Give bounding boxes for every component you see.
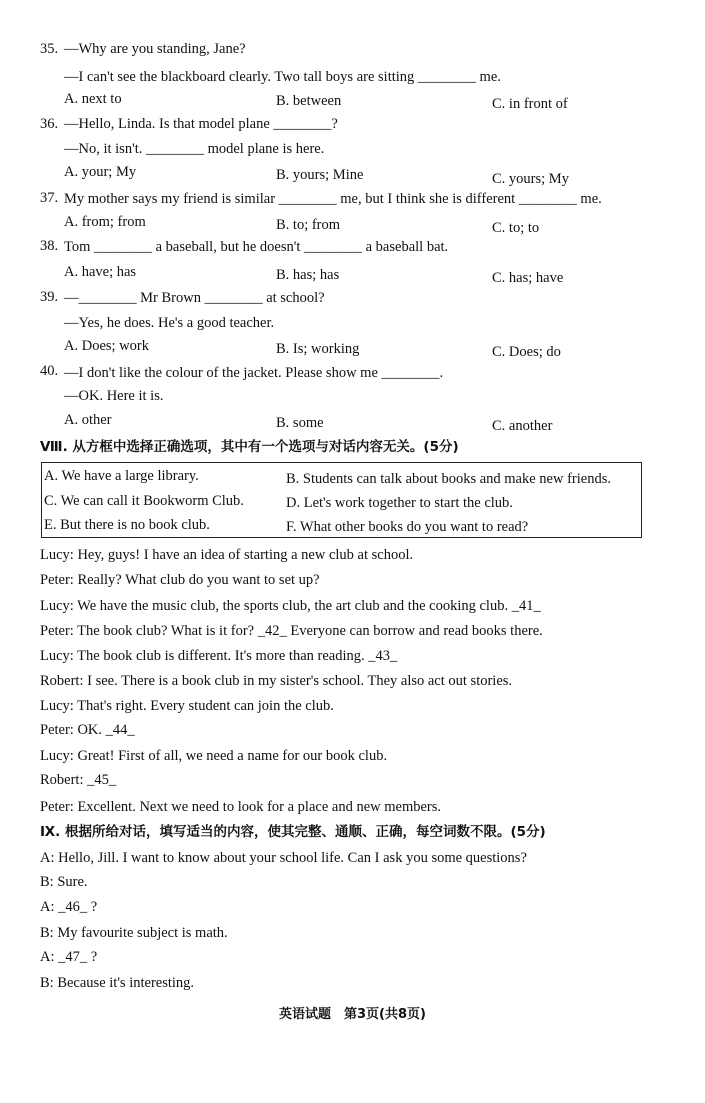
dialogue-line: Lucy: Great! First of all, we need a name for our book club. bbox=[40, 748, 388, 764]
question-line: —Yes, he does. He's a good teacher. bbox=[64, 315, 275, 331]
dialogue-line: B: My favourite subject is math. bbox=[40, 925, 228, 941]
option-b: B. has; has bbox=[276, 267, 340, 283]
question-number: 37. bbox=[40, 190, 59, 206]
question-number: 39. bbox=[40, 289, 59, 305]
option-b: B. yours; Mine bbox=[276, 167, 364, 183]
option-a: A. Does; work bbox=[64, 338, 149, 354]
question-number: 40. bbox=[40, 363, 59, 379]
question-line: Tom ________ a baseball, but he doesn't ________ a baseball bat. bbox=[64, 239, 449, 255]
dialogue-line: Robert: _45_ bbox=[40, 772, 117, 788]
question-number: 38. bbox=[40, 238, 59, 254]
option-a: A. from; from bbox=[64, 214, 146, 230]
dialogue-line: A: _47_ ? bbox=[40, 949, 98, 965]
question-number: 35. bbox=[40, 41, 59, 57]
option-a: A. other bbox=[64, 412, 112, 428]
dialogue-line: B: Sure. bbox=[40, 874, 88, 890]
option-c: C. Does; do bbox=[492, 344, 561, 360]
dialogue-line: Robert: I see. There is a book club in my sister's school. They also act out stories. bbox=[40, 673, 513, 689]
box-option: E. But there is no book club. bbox=[44, 517, 210, 533]
dialogue-line: Peter: The book club? What is it for? _42_ Everyone can borrow and read books there. bbox=[40, 623, 543, 639]
option-c: C. another bbox=[492, 418, 553, 434]
option-a: A. your; My bbox=[64, 164, 137, 180]
question-line: —No, it isn't. ________ model plane is here. bbox=[64, 141, 325, 157]
box-option: D. Let's work together to start the club. bbox=[286, 495, 513, 511]
question-line: —________ Mr Brown ________ at school? bbox=[64, 290, 325, 306]
dialogue-line: Lucy: Hey, guys! I have an idea of starting a new club at school. bbox=[40, 547, 414, 563]
option-c: C. yours; My bbox=[492, 171, 569, 187]
option-b: B. some bbox=[276, 415, 324, 431]
dialogue-line: Lucy: The book club is different. It's more than reading. _43_ bbox=[40, 648, 398, 664]
question-number: 36. bbox=[40, 116, 59, 132]
page-footer: 英语试题 第3页(共8页) bbox=[279, 1007, 426, 1022]
dialogue-line: Lucy: That's right. Every student can join the club. bbox=[40, 698, 334, 714]
box-option: B. Students can talk about books and make new friends. bbox=[286, 471, 611, 487]
dialogue-line: A: _46_ ? bbox=[40, 899, 98, 915]
box-option: F. What other books do you want to read? bbox=[286, 519, 529, 535]
dialogue-line: Peter: OK. _44_ bbox=[40, 722, 135, 738]
section-heading: Ⅷ. 从方框中选择正确选项，其中有一个选项与对话内容无关。(5分) bbox=[40, 439, 459, 455]
option-c: C. to; to bbox=[492, 220, 540, 236]
dialogue-line: A: Hello, Jill. I want to know about your school life. Can I ask you some questions? bbox=[40, 850, 527, 866]
question-line: —OK. Here it is. bbox=[64, 388, 164, 404]
dialogue-line: Peter: Excellent. Next we need to look for a place and new members. bbox=[40, 799, 442, 815]
option-c: C. has; have bbox=[492, 270, 564, 286]
option-c: C. in front of bbox=[492, 96, 568, 112]
option-b: B. Is; working bbox=[276, 341, 360, 357]
question-line: —Why are you standing, Jane? bbox=[64, 41, 246, 57]
section-heading: Ⅸ. 根据所给对话，填写适当的内容，使其完整、通顺、正确，每空词数不限。(5分) bbox=[40, 824, 546, 840]
option-a: A. next to bbox=[64, 91, 122, 107]
question-line: My mother says my friend is similar ________ me, but I think she is different ________ me. bbox=[64, 191, 602, 207]
dialogue-line: Peter: Really? What club do you want to set up? bbox=[40, 572, 320, 588]
box-option: A. We have a large library. bbox=[44, 468, 199, 484]
dialogue-line: Lucy: We have the music club, the sports club, the art club and the cooking club. _41_ bbox=[40, 598, 541, 614]
box-option: C. We can call it Bookworm Club. bbox=[44, 493, 244, 509]
option-b: B. between bbox=[276, 93, 342, 109]
question-line: —I can't see the blackboard clearly. Two tall boys are sitting ________ me. bbox=[64, 69, 501, 85]
question-line: —I don't like the colour of the jacket. Please show me ________. bbox=[64, 365, 444, 381]
option-a: A. have; has bbox=[64, 264, 137, 280]
dialogue-line: B: Because it's interesting. bbox=[40, 975, 195, 991]
question-line: —Hello, Linda. Is that model plane ________? bbox=[64, 116, 338, 132]
option-b: B. to; from bbox=[276, 217, 341, 233]
